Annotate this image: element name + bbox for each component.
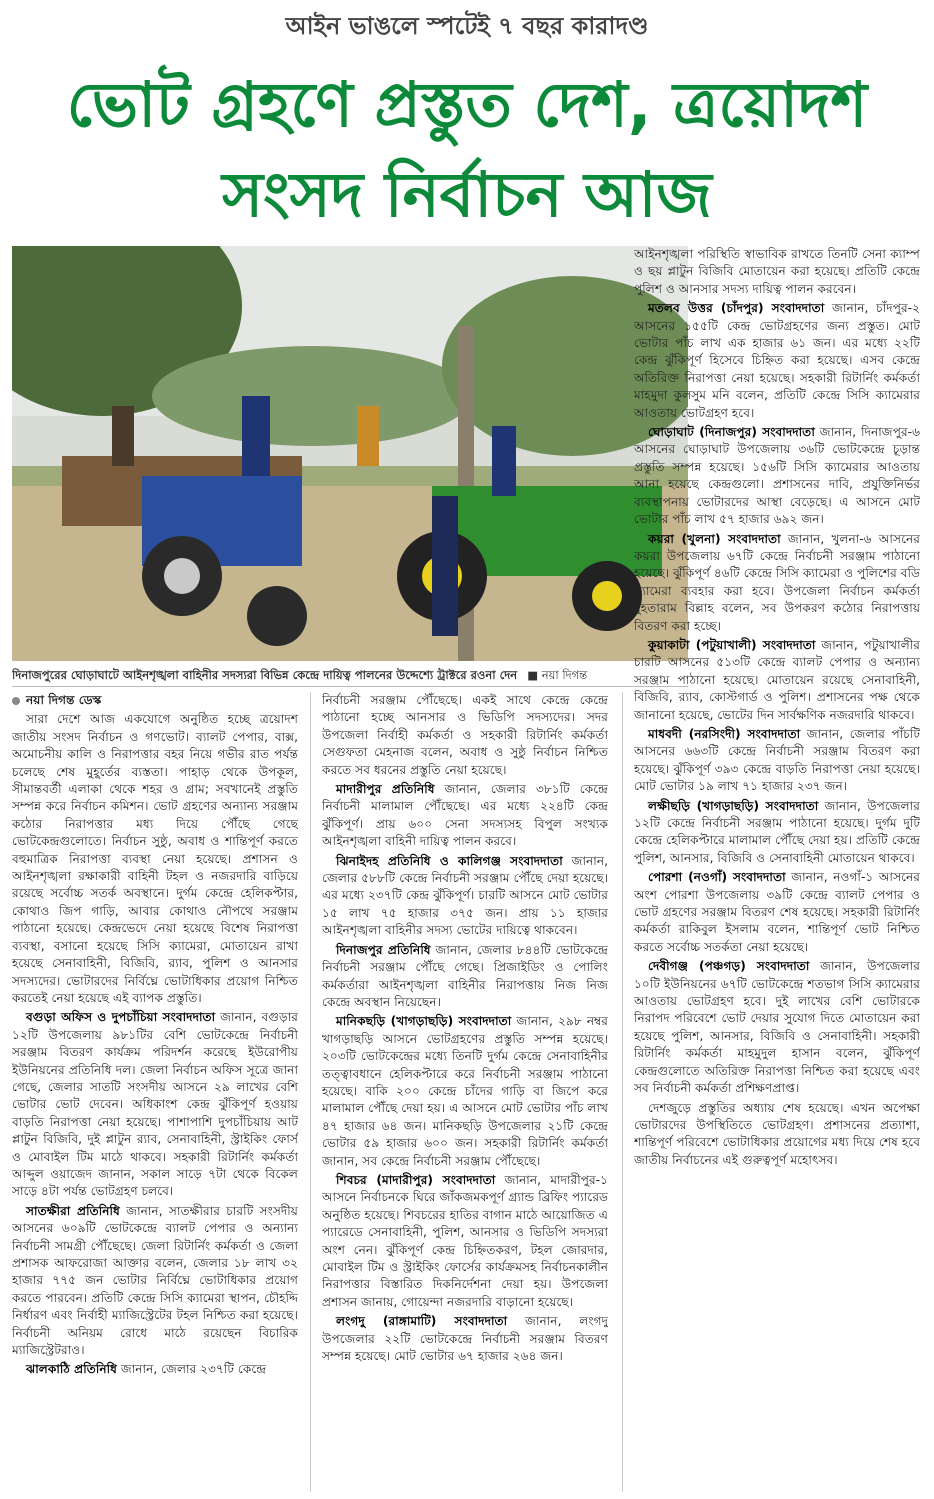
main-headline <box>0 60 934 240</box>
dateline: শিবচর (মাদারীপুর) সংবাদদাতা <box>336 1172 496 1187</box>
paragraph: কয়রা (খুলনা) সংবাদদাতা জানান, খুলনা-৬ আসনের কয়রা উপজেলায় ৬৭টি কেন্দ্রে নির্বাচনী সরঞ্জাম পাঠানো হয়েছে। ঝুঁকিপূর্ণ ৪৬টি কেন্দ্রে সিসি ক্যামেরা ও পুলিশের বডি ক্যামেরা ব্যবহার করা হবে। উপজেলা নির্বাচন কর্মকর্তা মুহতারাম বিল্লাহ বলেন, সব উপকরণ কঠোর নিরাপত্তায় বিতরণ করা হচ্ছে। <box>634 531 920 633</box>
paragraph: ঘোড়াঘাট (দিনাজপুর) সংবাদদাতা জানান, দিনাজপুর-৬ আসনের ঘোড়াঘাট উপজেলায় ৩৬টি ভোটকেন্দ্রে চূড়ান্ত প্রস্তুতি সম্পন্ন হয়েছে। ১৫৬টি সিসি ক্যামেরার আওতায় আনা হয়েছে কেন্দ্রগুলো। প্রশাসনের দাবি, প্রযুক্তিনির্ভর ব্যবস্থাপনায় ভোটারদের আস্থা বেড়েছে। এ আসনে মোট ভোটার পাঁচ লাখ ৫৭ হাজার ৬৯২ জন। <box>634 425 920 527</box>
paragraph: নির্বাচনী সরঞ্জাম পৌঁছেছে। একই সাথে কেন্দ্রে কেন্দ্রে পাঠানো হচ্ছে আনসার ও ভিডিপি সদস্যদের। সদর উপজেলা নির্বাহী কর্মকর্তা ও সহকারী রিটার্নিং কর্মকর্তা সেগুফতা মেহনাজ বলেন, অবাধ ও সুষ্ঠু নির্বাচন নিশ্চিত করতে সব ধরনের প্রস্তুতি নেয়া হয়েছে। <box>322 693 608 777</box>
paragraph: কুয়াকাটা (পটুয়াখালী) সংবাদদাতা জানান, পটুয়াখালীর চারটি আসনের ৫১৩টি কেন্দ্রে ব্যালট পেপার ও অন্যান্য সরঞ্জাম পাঠানো হয়েছে। মোতায়েন রয়েছে সেনাবাহিনী, বিজিবি, র‌্যাব, কোস্টগার্ড ও পুলিশ। প্রশাসনের পক্ষ থেকে জানানো হয়েছে, ভোটের দিন সার্বক্ষণিক নজরদারি থাকবে। <box>634 637 920 722</box>
dateline: কয়রা (খুলনা) সংবাদদাতা <box>648 531 781 546</box>
dateline: মানিকছড়ি (খাগড়াছড়ি) সংবাদদাতা <box>336 1014 512 1029</box>
byline-desk: নয়া দিগন্ত ডেস্ক <box>12 692 298 709</box>
paragraph: পোরশা (নওগাঁ) সংবাদদাতা জানান, নওগাঁ-১ আসনের অংশ পোরশা উপজেলায় ৩৯টি কেন্দ্রে ব্যালট পেপার ও ভোট গ্রহণের সরঞ্জাম বিতরণ শেষ হয়েছে। সহকারী রিটার্নিং কর্মকর্তা রাকিবুল ইসলাম বলেন, শান্তিপূর্ণ ভোট নিশ্চিত করতে সর্বোচ্চ সতর্কতা নেয়া হয়েছে। <box>634 870 920 954</box>
dateline: সাতক্ষীরা প্রতিনিধি <box>26 1203 120 1218</box>
paragraph: মাদারীপুর প্রতিনিধি জানান, জেলার ৩৮১টি কেন্দ্রে নির্বাচনী মালামাল পৌঁছেছে। এর মধ্যে ২২৪টি কেন্দ্র ঝুঁকিপূর্ণ। প্রায় ৬০০ সেনা সদস্যসহ বিপুল সংখ্যক আইনশৃঙ্খলা বাহিনী দায়িত্ব পালন করবে। <box>322 782 608 849</box>
dateline: মতলব উত্তর (চাঁদপুর) সংবাদদাতা <box>648 301 825 316</box>
news-photo <box>12 246 688 661</box>
paragraph: সাতক্ষীরা প্রতিনিধি জানান, সাতক্ষীরার চারটি সংসদীয় আসনের ৬০৯টি ভোটকেন্দ্রে ব্যালট পেপার ও অন্যান্য নির্বাচনী সামগ্রী পৌঁছেছে। জেলা রিটার্নিং কর্মকর্তা ও জেলা প্রশাসক আফরোজা আক্তার বলেন, জেলার ১৮ লাখ ৩২ হাজার ৭৭৫ জন ভোটার নির্বিঘ্নে ভোটাধিকার প্রয়োগ করতে পারবেন। প্রতিটি কেন্দ্রে সিসি ক্যামেরা স্থাপন, চৌহদ্দি নির্ধারণ এবং নির্বাহী ম্যাজিস্ট্রেটের টহল নিশ্চিত করা হয়েছে। নির্বাচনী অনিয়ম রোধে মাঠে রয়েছেন বিচারিক ম্যাজিস্ট্রেটরাও। <box>12 1203 298 1358</box>
dateline: মাদারীপুর প্রতিনিধি <box>336 782 435 797</box>
dateline: দেবীগঞ্জ (পঞ্চগড়) সংবাদদাতা <box>648 959 810 974</box>
caption-rule <box>12 686 688 687</box>
headline-line-2: সংসদ নির্বাচন আজ <box>222 158 712 231</box>
photo-caption <box>12 667 688 686</box>
paragraph: সারা দেশে আজ একযোগে অনুষ্ঠিত হচ্ছে ত্রয়োদশ জাতীয় সংসদ নির্বাচন ও গণভোট। ব্যালট পেপার, বাক্স, অমোচনীয় কালি ও নিরাপত্তার বহর নিয়ে গভীর রাত পর্যন্ত চলেছে শেষ মুহূর্তের ব্যস্ততা। পাহাড় থেকে উপকূল, সীমান্তবর্তী এলাকা থেকে শহর ও গ্রাম; সবখানেই প্রস্তুতি সম্পন্ন করে নির্বাচন কমিশন। ভোট গ্রহণের অন্যান্য সরঞ্জাম কঠোর নিরাপত্তার মধ্য দিয়ে পৌঁছে গেছে ভোটকেন্দ্রগুলোতে। নির্বাচন সুষ্ঠু, অবাধ ও শান্তিপূর্ণ করতে বহুমাত্রিক নিরাপত্তা ব্যবস্থা নেয়া হয়েছে। প্রশাসন ও আইনশৃঙ্খলা রক্ষাকারী বাহিনী টহল ও নজরদারি বাড়িয়ে রয়েছে সর্বোচ্চ সতর্ক অবস্থানে। দুর্গম কেন্দ্রে হেলিকপ্টার, কোথাও জিপ গাড়ি, আবার কোথাও নৌপথে সরঞ্জাম পাঠানো হয়েছে। কেন্দ্রভেদে নেয়া হয়েছে বিশেষ নিরাপত্তা ব্যবস্থা, বসানো হয়েছে সিসি ক্যামেরা, মোতায়েন রাখা হয়েছে সেনাবাহিনী, বিজিবি, র‌্যাব, পুলিশ ও আনসার সদস্যদের। ভোটারদের নির্বিঘ্নে ভোটাধিকার প্রয়োগ নিশ্চিত করতেই নেয়া হয়েছে এই ব্যাপক প্রস্তুতি। <box>12 712 298 1005</box>
dateline: লংগদু (রাঙ্গামাটি) সংবাদদাতা <box>336 1314 508 1329</box>
dateline: কুয়াকাটা (পটুয়াখালী) সংবাদদাতা <box>648 637 816 652</box>
dateline: মাধবদী (নরসিংদী) সংবাদদাতা <box>648 726 801 741</box>
paragraph: লক্ষীছড়ি (খাগড়াছড়ি) সংবাদদাতা জানান, উপজেলার ১২টি কেন্দ্রে নির্বাচনী সরঞ্জাম পাঠানো হয়েছে। দুর্গম দুটি কেন্দ্রে হেলিকপ্টারে মালামাল পৌঁছে দেয়া হয়। প্রতিটি কেন্দ্রে পুলিশ, আনসার, বিজিবি ও সেনাবাহিনী মোতায়েন থাকবে। <box>634 798 920 865</box>
paragraph: শিবচর (মাদারীপুর) সংবাদদাতা জানান, মাদারীপুর-১ আসনে নির্বাচনকে ঘিরে জাঁকজমকপূর্ণ গ্র্যান্ড ব্রিফিং প্যারেড অনুষ্ঠিত হয়েছে। শিবচরের হাতির বাগান মাঠে আয়োজিত এ প্যারেডে সেনাবাহিনী, পুলিশ, আনসার ও ভিডিপি সদস্যরা অংশ নেন। ঝুঁকিপূর্ণ কেন্দ্র চিহ্নিতকরণ, টহল জোরদার, মোবাইল টিম ও স্ট্রাইকিং ফোর্সের কার্যক্রমসহ নির্বাচনকালীন নিরাপত্তার বিস্তারিত দিকনির্দেশনা দেয়া হয়। উপজেলা প্রশাসন জানায়, গোয়েন্দা নজরদারি বাড়ানো হয়েছে। <box>322 1172 608 1309</box>
dateline: দিনাজপুর প্রতিনিধি <box>336 942 431 957</box>
paragraph: আইনশৃঙ্খলা পরিস্থিতি স্বাভাবিক রাখতে তিনটি সেনা ক্যাম্প ও ছয় প্লাটুন বিজিবি মোতায়েন করা হয়েছে। প্রতিটি কেন্দ্রে পুলিশ ও আনসার সদস্য দায়িত্ব পালন করবেন। <box>634 247 920 296</box>
column-divider <box>310 692 311 1492</box>
article-column-3 <box>634 246 920 1496</box>
paragraph: ঝালকাঠি প্রতিনিধি জানান, জেলার ২৩৭টি কেন্দ্রে <box>26 1362 267 1377</box>
paragraph: মাধবদী (নরসিংদী) সংবাদদাতা জানান, জেলার পাঁচটি আসনের ৬৬৩টি কেন্দ্রে নির্বাচনী সরঞ্জাম বিতরণ করা হয়েছে। ঝুঁকিপূর্ণ ৩৯৩ কেন্দ্রে বাড়তি নিরাপত্তা নেয়া হয়েছে। মোট ভোটার ১৯ লাখ ৭১ হাজার ২৩৭ জন। <box>634 726 920 794</box>
article-column-1 <box>12 692 298 1492</box>
dateline: ঝিনাইদহ প্রতিনিধি ও কালিগঞ্জ সংবাদদাতা <box>336 853 563 868</box>
dateline: পোরশা (নওগাঁ) সংবাদদাতা <box>648 870 786 885</box>
paragraph: লংগদু (রাঙ্গামাটি) সংবাদদাতা জানান, লংগদু উপজেলার ২২টি ভোটকেন্দ্রে নির্বাচনী সরঞ্জাম বিতরণ সম্পন্ন হয়েছে। মোট ভোটার ৬৭ হাজার ২৬৪ জন। <box>322 1314 608 1364</box>
paragraph: মানিকছড়ি (খাগড়াছড়ি) সংবাদদাতা জানান, ২৯৮ নম্বর খাগড়াছড়ি আসনে ভোটগ্রহণের প্রস্তুতি সম্পন্ন হয়েছে। ২০৩টি ভোটকেন্দ্রের মধ্যে তিনটি দুর্গম কেন্দ্রে সেনাবাহিনীর তত্ত্বাবধানে হেলিকপ্টারে করে নির্বাচনী সরঞ্জাম পাঠানো হয়েছে। বাকি ২০০ কেন্দ্রে চাঁদের গাড়ি বা জিপে করে মালামাল পৌঁছে দেয়া হয়। এ আসনে মোট ভোটার পাঁচ লাখ ৪৭ হাজার ৬৪ জন। মানিকছড়ি উপজেলার ২১টি কেন্দ্রে ভোটার ৫৯ হাজার ৬০০ জন। সহকারী রিটার্নিং কর্মকর্তা জানান, সব কেন্দ্রে নির্বাচনী সরঞ্জাম পৌঁছেছে। <box>322 1014 608 1168</box>
column-divider <box>622 692 623 1492</box>
paragraph: মতলব উত্তর (চাঁদপুর) সংবাদদাতা জানান, চাঁদপুর-২ আসনের ১৫৫টি কেন্দ্র ভোটগ্রহণের জন্য প্রস্তুত। মোট ভোটার পাঁচ লাখ এক হাজার ৬১ জন। এর মধ্যে ২২টি কেন্দ্র ঝুঁকিপূর্ণ হিসেবে চিহ্নিত করা হয়েছে। এসব কেন্দ্রে অতিরিক্ত নিরাপত্তা নেয়া হয়েছে। সহকারী রিটার্নিং কর্মকর্তা মাহমুদা কুলসুম মনি বলেন, প্রতিটি কেন্দ্রে সিসি ক্যামেরার আওতায় ভোটগ্রহণ হবে। <box>634 301 920 420</box>
dateline: বগুড়া অফিস ও দুপচাঁচিয়া সংবাদদাতা <box>26 1010 216 1025</box>
bullet-icon <box>12 697 20 705</box>
paragraph: দিনাজপুর প্রতিনিধি জানান, জেলার ৮৪৪টি ভোটকেন্দ্রে নির্বাচনী সরঞ্জাম পৌঁছে গেছে। প্রিজাইডিং ও পোলিং কর্মকর্তারা আইনশৃঙ্খলা বাহিনীর নিরাপত্তায় নিজ নিজ কেন্দ্রে অবস্থান নিয়েছেন। <box>322 942 608 1009</box>
paragraph: ঝিনাইদহ প্রতিনিধি ও কালিগঞ্জ সংবাদদাতা জানান, জেলার ৫৮৮টি কেন্দ্রে নির্বাচনী সরঞ্জাম পৌঁছে দেয়া হয়েছে। এর মধ্যে ২৩৭টি কেন্দ্র ঝুঁকিপূর্ণ। চারটি আসনে মোট ভোটার ১৫ লাখ ৭৫ হাজার ৩৭৫ জন। প্রায় ১১ হাজার আইনশৃঙ্খলা বাহিনীর সদস্য ভোটের দায়িত্বে থাকবেন। <box>322 853 608 938</box>
article-column-2 <box>322 692 608 1492</box>
headline-line-1: ভোট গ্রহণে প্রস্তুত দেশ, ত্রয়োদশ <box>66 68 868 141</box>
photo-credit: ■ নয়া দিগন্ত <box>527 668 588 682</box>
paragraph: দেবীগঞ্জ (পঞ্চগড়) সংবাদদাতা জানান, উপজেলার ১০টি ইউনিয়নের ৬৭টি ভোটকেন্দ্রে শতভাগ সিসি ক্যামেরার আওতায় ভোটগ্রহণ হবে। দুই লাখের বেশি ভোটারকে নিরাপদ পরিবেশে ভোট দেয়ার সুযোগ দিতে মোতায়েন করা হয়েছে পুলিশ, আনসার, বিজিবি ও সেনাবাহিনী। সহকারী রিটার্নিং কর্মকর্তা মাহমুদুল হাসান বলেন, ঝুঁকিপূর্ণ কেন্দ্রগুলোতে অতিরিক্ত নিরাপত্তা নিশ্চিত করা হয়েছে এবং সব নির্বাচনী কর্মকর্তা প্রশিক্ষণপ্রাপ্ত। <box>634 959 920 1096</box>
caption-text: দিনাজপুরের ঘোড়াঘাটে আইনশৃঙ্খলা বাহিনীর সদস্যরা বিভিন্ন কেন্দ্রে দায়িত্ব পালনের উদ্দেশ্যে ট্রাক্টরে রওনা দেন <box>12 668 518 682</box>
paragraph: দেশজুড়ে প্রস্তুতির অধ্যায় শেষ হয়েছে। এখন অপেক্ষা ভোটারদের উপস্থিতিতে ভোটগ্রহণ। প্রশাসনের প্রত্যাশা, শান্তিপূর্ণ পরিবেশে ভোটাধিকার প্রয়োগের মধ্য দিয়ে শেষ হবে জাতীয় নির্বাচনের এই গুরুত্বপূর্ণ মহোৎসব। <box>634 1100 920 1167</box>
paragraph: বগুড়া অফিস ও দুপচাঁচিয়া সংবাদদাতা জানান, বগুড়ার ১২টি উপজেলায় ৯৮১টির বেশি ভোটকেন্দ্রে নির্বাচনী সরঞ্জাম বিতরণ কার্যক্রম পরিদর্শন করেছে ইউরোপীয় ইউনিয়নের প্রতিনিধি দল। জেলা নির্বাচন অফিস সূত্রে জানা গেছে, জেলার সাতটি সংসদীয় আসনে ২৯ লাখের বেশি ভোটার ভোট দেবেন। অধিকাংশ কেন্দ্র ঝুঁকিপূর্ণ হওয়ায় বাড়তি নিরাপত্তা নেয়া হয়েছে। পাশাপাশি দুপচাঁচিয়ায় আট প্লাটুন বিজিবি, দুই প্লাটুন র‌্যাব, সেনাবাহিনী, স্ট্রাইকিং ফোর্স ও মোবাইল টিম মাঠে থাকবে। সহকারী রিটার্নিং কর্মকর্তা আব্দুল ওয়াজেদ জানান, সকাল সাড়ে ৭টা থেকে বিকেল সাড়ে ৪টা পর্যন্ত ভোটগ্রহণ চলবে। <box>12 1010 298 1199</box>
kicker-headline: আইন ভাঙলে স্পটেই ৭ বছর কারাদণ্ড <box>285 12 649 40</box>
dateline: লক্ষীছড়ি (খাগড়াছড়ি) সংবাদদাতা <box>648 798 819 813</box>
dateline: ঘোড়াঘাট (দিনাজপুর) সংবাদদাতা <box>648 425 815 440</box>
dateline: ঝালকাঠি প্রতিনিধি <box>26 1362 117 1377</box>
